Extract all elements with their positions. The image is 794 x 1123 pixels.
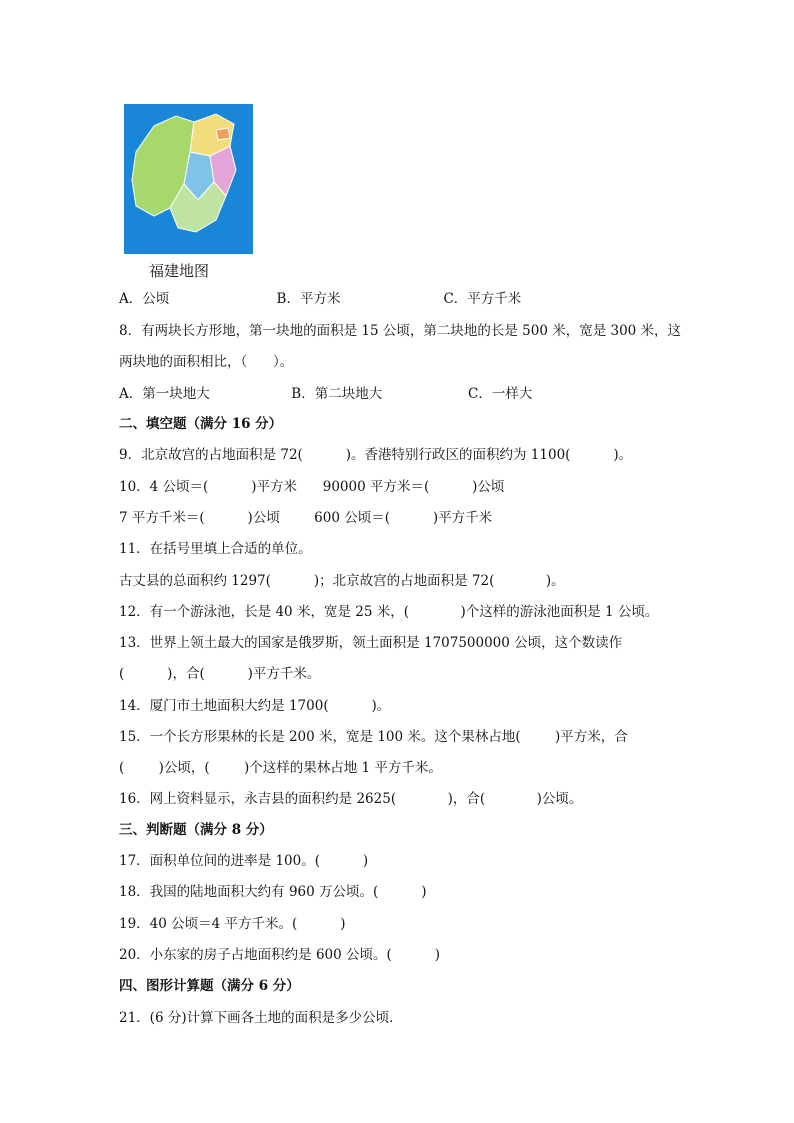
- q10-line2: 7 平方千米＝( )公顷 600 公顷＝( )平方千米: [119, 510, 493, 526]
- map-caption: 福建地图: [149, 262, 210, 280]
- q15-text-line1: 15．一个长方形果林的长是 200 米，宽是 100 米。这个果林占地( )平方米，合: [119, 729, 628, 745]
- q9-text: 9．北京故宫的占地面积是 72( )。香港特别行政区的面积约为 1100( )。: [119, 447, 633, 463]
- q21-text: 21．(6 分)计算下画各土地的面积是多少公顷．: [119, 1010, 403, 1026]
- q17-text: 17．面积单位间的进率是 100。( ): [119, 853, 369, 869]
- q7-options: A．公顷 B．平方米 C．平方千米: [119, 291, 522, 307]
- section-judge-heading: 三、判断题（满分 8 分）: [119, 822, 273, 838]
- q15-text-line2: ( )公顷，( )个这样的果林占地 1 平方千米。: [119, 760, 442, 776]
- q10-line1: 10．4 公顷＝( )平方米 90000 平方米＝( )公顷: [119, 479, 505, 495]
- q11-content: 古丈县的总面积约 1297( )；北京故宫的占地面积是 72( )。: [119, 573, 565, 589]
- q8-text-line2: 两块地的面积相比，（ ）。: [119, 354, 294, 370]
- q13-text-line2: ( )，合( )平方千米。: [119, 666, 321, 682]
- section-calc-heading: 四、图形计算题（满分 6 分）: [119, 978, 300, 994]
- fujian-map-image: [124, 104, 253, 254]
- q18-text: 18．我国的陆地面积大约有 960 万公顷。( ): [119, 884, 427, 900]
- q13-text-line1: 13．世界上领土最大的国家是俄罗斯，领土面积是 1707500000 公顷，这个数读作: [119, 635, 623, 651]
- q20-text: 20．小东家的房子占地面积约是 600 公顷。( ): [119, 947, 440, 963]
- q8-text-line1: 8．有两块长方形地，第一块地的面积是 15 公顷，第二块地的长是 500 米，宽是 300 米，这: [119, 323, 682, 339]
- q8-options: A．第一块地大 B．第二块地大 C．一样大: [119, 386, 533, 402]
- q11-text: 11．在括号里填上合适的单位。: [119, 541, 312, 557]
- q16-text: 16．网上资料显示，永吉县的面积约是 2625( )，合( )公顷。: [119, 791, 583, 807]
- q14-text: 14．厦门市土地面积大约是 1700( )。: [119, 698, 391, 714]
- q19-text: 19．40 公顷＝4 平方千米。( ): [119, 916, 346, 932]
- fujian-map-graphic: [124, 104, 253, 254]
- q12-text: 12．有一个游泳池，长是 40 米，宽是 25 米，( )个这样的游泳池面积是 1 公顷。: [119, 604, 659, 620]
- map-region-highlight: [216, 128, 230, 140]
- section-fill-blank-heading: 二、填空题（满分 16 分）: [119, 416, 283, 432]
